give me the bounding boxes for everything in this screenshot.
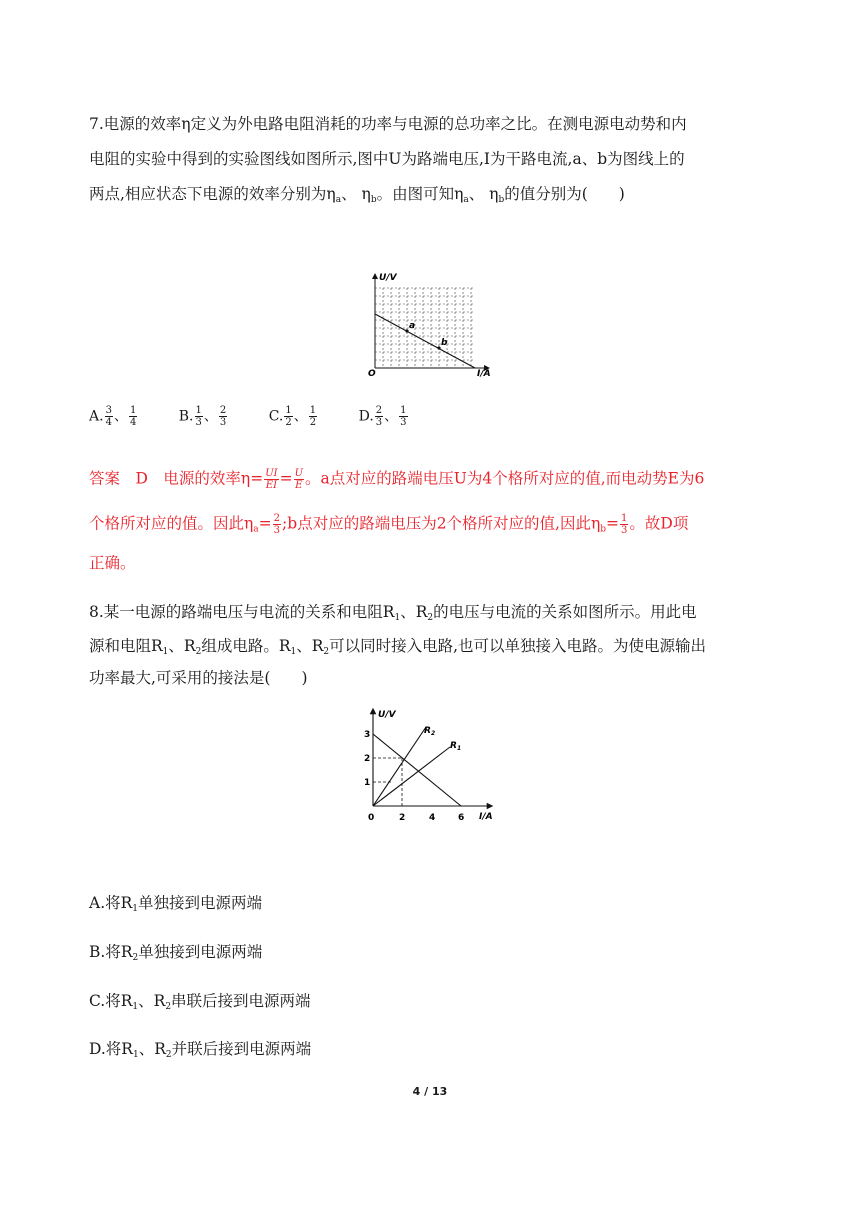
q7-line-2: 电阻的实验中得到的实验图线如图所示,图中U为路端电压,I为干路电流,a、b为图线上的 xyxy=(89,150,685,168)
q8-option-a: A.将$R_1$单独接到电源两端 xyxy=(89,894,263,914)
q8-x-tick-2: 2 xyxy=(399,813,406,823)
q7-option-d: D. $\frac{2}{3}$ 、 $\frac{1}{3}$ xyxy=(358,405,407,428)
q8-option-d: D.将$R_1$、$R_2$并联后接到电源两端 xyxy=(89,1040,312,1060)
q7-option-a: A. $\frac{3}{4}$ 、 $\frac{1}{4}$ xyxy=(89,405,137,428)
q8-r2-line xyxy=(373,727,426,806)
q8-option-b: B.将$R_2$单独接到电源两端 xyxy=(89,943,263,963)
q7-options xyxy=(89,405,445,428)
q8-figure xyxy=(362,705,512,825)
q7-answer-line-3: 正确。 xyxy=(89,554,136,572)
q8-r1-label: $R_1$ xyxy=(450,741,462,752)
q7-answer-line-1: 答案 D 电源的效率η= $\frac{UI}{EI}$ = $\frac{U}{E}$ 。a点对应的路端电压U为4个格所对应的值,而电动势E为6 xyxy=(89,468,705,491)
q7-figure xyxy=(365,270,505,382)
page-number: 4 / 13 xyxy=(412,1085,448,1098)
q8-y-tick-3: 3 xyxy=(364,730,371,740)
q8-origin: 0 xyxy=(368,813,375,823)
q8-x-tick-4: 4 xyxy=(429,813,436,823)
q7-line-1: 7.电源的效率η定义为外电路电阻消耗的功率与电源的总功率之比。在测电源电动势和内 xyxy=(89,115,687,133)
q8-r1-line xyxy=(373,747,450,806)
q8-line-2: 源和电阻$R_1$、$R_2$组成电路。$R_1$、$R_2$可以同时接入电路,也可以单独接入电路。为使电源输出 xyxy=(89,637,707,657)
q8-y-label: U/V xyxy=(378,710,396,720)
q7-origin: O xyxy=(368,369,376,379)
q8-x-tick-6: 6 xyxy=(458,813,465,823)
q7-point-a-label: a xyxy=(409,321,416,331)
q7-grid xyxy=(375,288,475,368)
q8-r2-label: $R_2$ xyxy=(424,726,436,737)
q8-option-c: C.将$R_1$、$R_2$串联后接到电源两端 xyxy=(89,992,311,1012)
q8-line-1: 8.某一电源的路端电压与电流的关系和电阻$R_1$、$R_2$的电压与电流的关系如图所示。用此电 xyxy=(89,603,697,623)
q7-line-3: 两点,相应状态下电源的效率分别为$\eta_a$、 $\eta_b$。由图可知$\eta_a$、 $\eta_b$的值分别为( ) xyxy=(89,185,625,205)
q8-line-3: 功率最大,可采用的接法是( ) xyxy=(89,669,308,687)
q7-point-b-label: b xyxy=(441,338,448,348)
q8-x-label: I/A xyxy=(479,812,493,822)
q7-option-b: B. $\frac{1}{3}$ 、 $\frac{2}{3}$ xyxy=(178,405,227,428)
q8-y-tick-2: 2 xyxy=(364,754,371,764)
q7-option-c: C. $\frac{1}{2}$ 、 $\frac{1}{2}$ xyxy=(268,405,317,428)
q7-x-label: I/A xyxy=(477,369,491,379)
q8-y-tick-1: 1 xyxy=(364,778,371,788)
q7-answer-line-2: 个格所对应的值。因此$\eta_a=$ $\frac{2}{3}$ ;b点对应的路端电压为2个格所对应的值,因此$\eta_b=$ $\frac{1}{3}$ 。故D项 xyxy=(89,513,689,536)
q7-y-label: U/V xyxy=(379,273,397,283)
